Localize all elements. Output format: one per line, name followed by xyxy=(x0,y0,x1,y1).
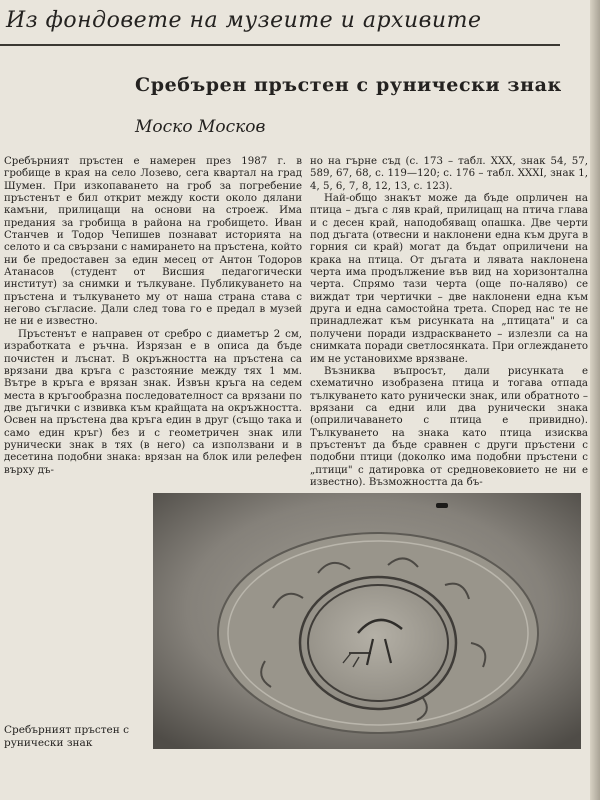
text-column-right xyxy=(310,156,588,489)
text-column-left xyxy=(4,156,302,477)
article-author: Моско Москов xyxy=(135,117,266,137)
paragraph: Пръстенът е направен от сребро с диаметър 2 см, изработката е ръчна. Изрязан е в описа да бъде почистен и лъснат. В окръжността на пръстена са врязани два кръга с разстояние между тях 1 мм. Вътре в кръга е врязан знак. Извън кръга на седем места в кръгообразна последователност са врязани по две дъгички с извивка към крайщата на окръжността. Освен на пръстена два кръга един в друг (също така и само един кръг) без и с геометричен знак или рунически знак в тях (в него) са използвани и в десетина подобни знака: врязан на блок или релефен върху дъ- xyxy=(4,328,302,476)
ring-illustration xyxy=(153,493,581,749)
section-title: Из фондовете на музеите и архивите xyxy=(6,8,482,33)
article-title: Сребърен пръстен с рунически знак xyxy=(135,74,562,96)
paragraph: Сребърният пръстен е намерен през 1987 г. в гробище в края на село Лозево, сега квартал на град Шумен. При изкопаването на гроб за погребение пръстенът е бил открит между кости около дялани камъни, прилицащи на основи на строеж. Има предания за гробища в района на гробището. Иван Станчев и Тодор Чепишев познават историята на селото и са свързани с намирането на пръстена, който ни бе предоставен за един месец от Антон Тодоров Атанасов (студент от Висшия педагогически институт) за снимки и тълкуване. Публикуването на пръстена и тълкуването му от наша страна става с негово съгласие. Дали след това го е предал в музей не ни е известно. xyxy=(4,156,302,328)
paragraph: но на гърне съд (с. 173 – табл. XXX, знак 54, 57, 589, 67, 68, с. 119—120; с. 176 – табл. XXXI, знак 1, 4, 5, 6, 7, 8, 12, 13, с. 123). xyxy=(310,156,588,192)
paragraph: Възниква въпросът, дали рисунката е схематично изобразена птица и тогава отпада тълкуването като рунически знак, или обратното – врязани са едни или два рунически знака (оприличаването с птица е привидно). Тълкуването на знака като птица изисква пръстенът да бъде сравнен с други пръстени с подобни птици (доколко има подобни пръстени с „птици" с датировка от средновековието не ни е известно). Възможността да бъ- xyxy=(310,365,588,488)
page-edge-shadow xyxy=(590,0,600,800)
paragraph: Най-общо знакът може да бъде опрличен на птица – дъга с ляв край, прилицащ на птича глава и с десен край, наподобяващ опашка. Две черти под дъгата (отвесни и наклонени една към друга в горния си край) могат да бъдат оприличени на крака на птица. От дъгата и лявата наклонена черта има продължение във вид на хоризонтална черта. Спрямо тази черта (още по-наляво) се виждат три чертички – две наклонени една към друга и една самостойна трета. Според нас те не принадлежат към рисунката на „птицата" и са получени поради издраскването – излезли са на снимката поради светлосянката. При оглеждането им не установихме врязване. xyxy=(310,193,588,365)
header-rule xyxy=(0,44,560,46)
section-header xyxy=(0,0,600,48)
ring-photograph xyxy=(153,493,581,749)
figure-caption: Сребърният пръстен с рунически знак xyxy=(4,724,129,749)
